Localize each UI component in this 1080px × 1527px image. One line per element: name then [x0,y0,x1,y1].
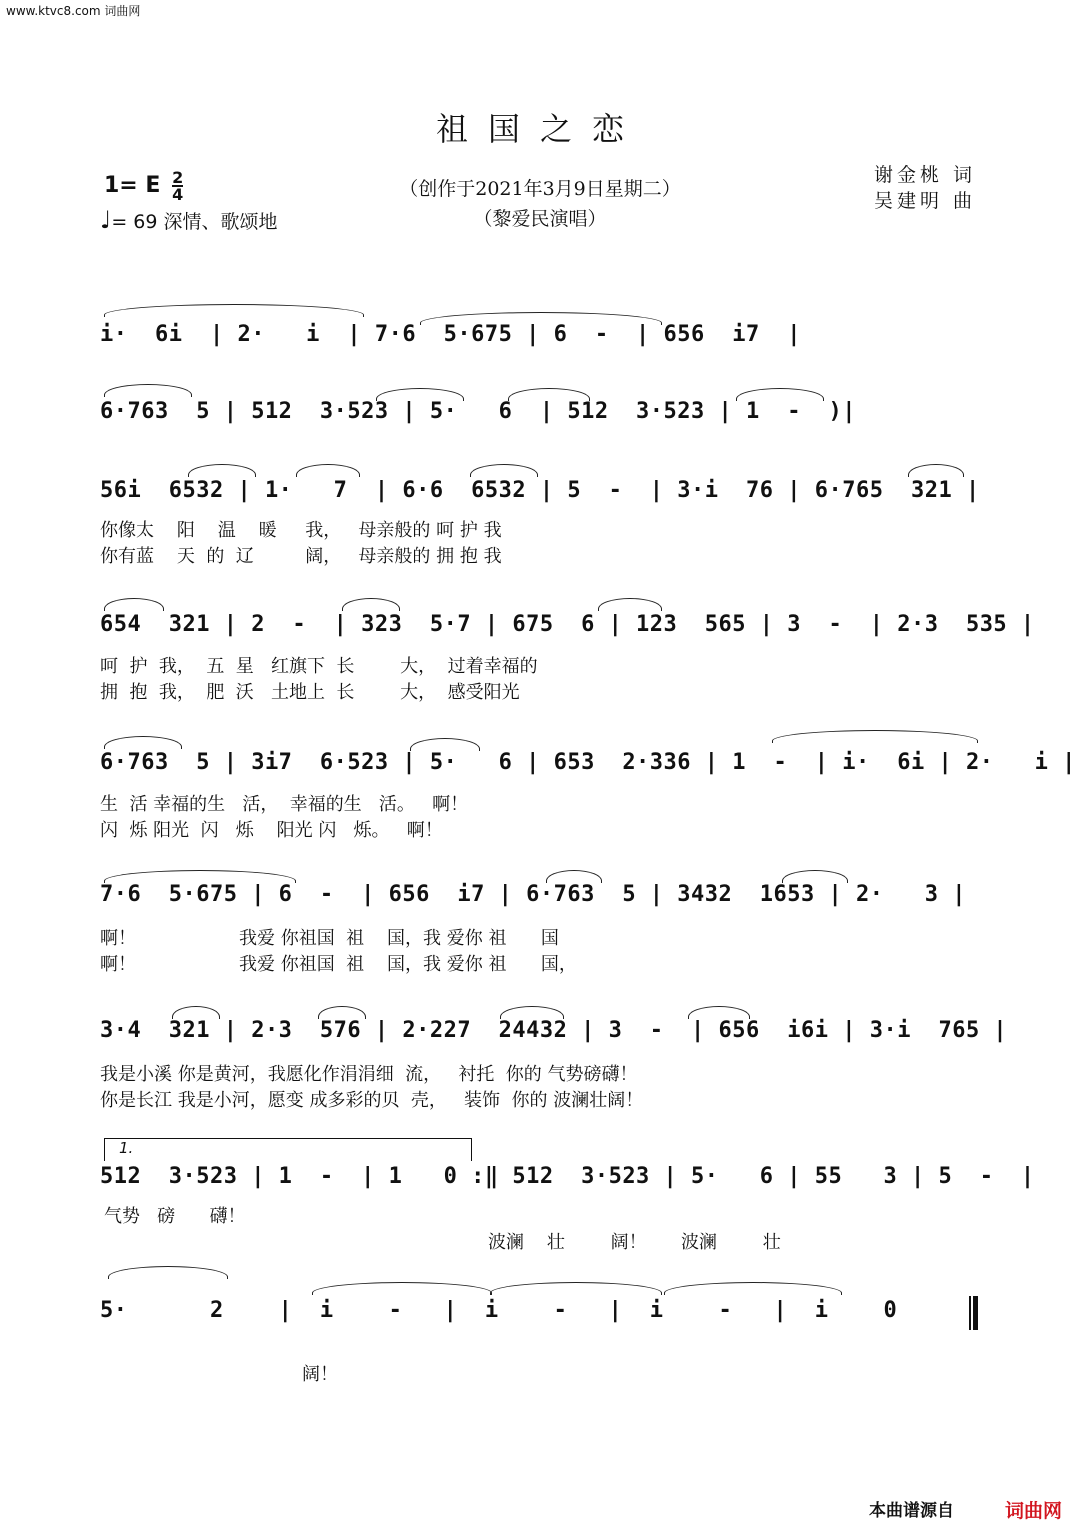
final-barline [950,1296,980,1330]
score-line-7 [100,1016,1008,1056]
score-line-4 [100,610,1035,650]
time-signature [172,170,183,202]
volta-label: 1. [119,1139,134,1157]
slur [664,1282,842,1295]
notation: i· 6i | 2· i | 7·6 5·675 | 6 - | 656 i7 | [100,322,802,347]
lyrics-verse-1: 呵 护 我， 五 星 红旗下 长 大， 过着幸福的 [100,656,538,677]
lyrics-verse-2: 啊！ 我爱 你祖国 祖 国，我 爱你 祖 国， [100,954,577,975]
performer: （黎爱民演唱） [473,208,607,230]
lyrics-first-ending: 气势 磅 礴！ [104,1206,246,1227]
notation: 7·6 5·675 | 6 - | 656 i7 | 6·763 5 | 3432 1653 | 2· 3 | [100,882,966,907]
composer: 吴建明 曲 [873,190,976,212]
slur [772,730,978,743]
lyrics-second-ending: 波澜 壮 阔！ 波澜 壮 [488,1232,781,1253]
notation: 654 321 | 2 - | 323 5·7 | 675 6 | 123 565 | 3 - | 2·3 535 | [100,612,1035,637]
lyrics-verse-1: 生 活 幸福的生 活， 幸福的生 活。 啊！ [100,794,469,815]
notation: 6·763 5 | 512 3·523 | 5· 6 | 512 3·523 | 1 - )| [100,399,856,424]
notation: 6·763 5 | 3i7 6·523 | 5· 6 | 653 2·336 | 1 - | i· 6i | 2· i | [100,750,1076,775]
notation: 56i 6532 | 1· 7 | 6·6 6532 | 5 - | 3·i 76 | 6·765 321 | [100,478,980,503]
time-denominator: 4 [172,185,184,204]
score-line-1 [100,320,980,360]
score-line-9 [100,1296,980,1336]
score-line-8 [100,1162,1035,1202]
notation: 3·4 321 | 2·3 576 | 2·227 24432 | 3 - | 656 i6i | 3·i 765 | [100,1018,1008,1043]
score-line-2 [100,397,980,437]
lyrics-verse-1: 你像太 阳 温 暖 我， 母亲般的 呵 护 我 [100,520,502,541]
tempo-text: = 69 深情、歌颂地 [111,211,278,233]
lyricist: 谢金桃 词 [873,164,976,186]
score-line-5 [100,748,1076,788]
slur [312,1282,492,1295]
tempo-marking [100,206,278,234]
score-line-3 [100,476,980,516]
lyrics-final: 阔！ [302,1364,338,1385]
lyrics-verse-2: 闪 烁 阳光 闪 烁 阳光 闪 烁。 啊！ [100,820,443,841]
song-title: 祖国之恋 [435,110,644,148]
first-ending-bracket [104,1138,472,1161]
composition-date: （创作于2021年3月9日星期二） [399,178,681,200]
lyrics-verse-2: 你是长江 我是小河，愿变 成多彩的贝 壳， 装饰 你的 波澜壮阔！ [100,1090,644,1111]
notation: 512 3·523 | 1 - | 1 0 :‖ 512 3·523 | 5· 6 | 55 3 | 5 - | [100,1164,1035,1189]
score-line-6 [100,880,980,920]
slur [490,1282,662,1295]
slur [104,304,364,317]
key-label: 1= E [104,173,161,198]
key-signature [104,170,183,202]
lyrics-verse-1: 我是小溪 你是黄河，我愿化作涓涓细 流， 衬托 你的 气势磅礴！ [100,1064,638,1085]
source-credit: 本曲谱源自 [869,1501,954,1521]
slur [108,1266,228,1279]
lyrics-verse-2: 你有蓝 天 的 辽 阔， 母亲般的 拥 抱 我 [100,546,502,567]
quarter-note-icon: ♩ [100,206,112,234]
lyrics-verse-2: 拥 抱 我， 肥 沃 土地上 长 大， 感受阳光 [100,682,520,703]
notation: 5· 2 | i - | i - | i - | i 0 [100,1298,925,1323]
source-url: www.ktvc8.com 词曲网 [6,4,141,18]
slur [104,384,192,397]
site-logo[interactable]: 词曲网 [1004,1500,1062,1522]
time-numerator: 2 [172,168,184,187]
lyrics-verse-1: 啊！ 我爱 你祖国 祖 国，我 爱你 祖 国 [100,928,559,949]
